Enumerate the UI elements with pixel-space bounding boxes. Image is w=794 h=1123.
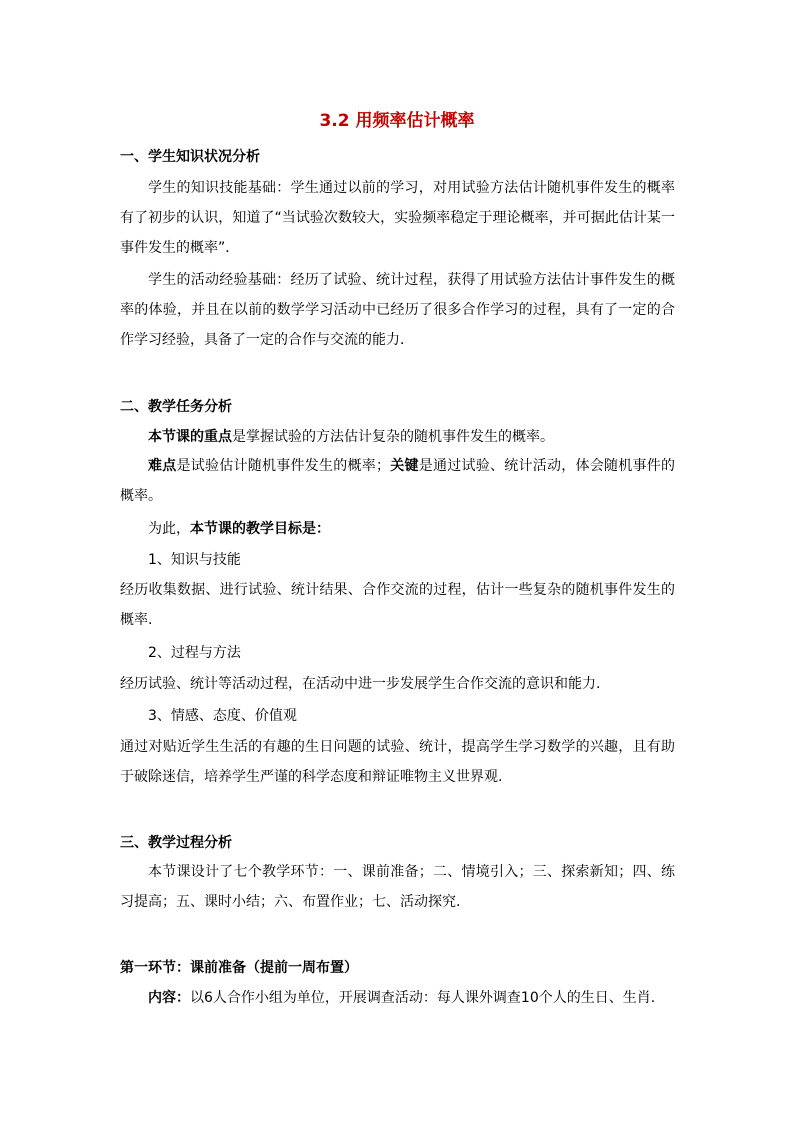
goal-2-title: 2、过程与方法 <box>148 645 241 661</box>
paragraph-knowledge-basis: 学生的知识技能基础：学生通过以前的学习，对用试验方法估计随机事件发生的概率有了初步的认识，知道了“当试验次数较大，实验频率稳定于理论概率，并可据此估计某一事件发生的概率”． <box>120 180 675 256</box>
goal-3-title: 3、情感、态度、价值观 <box>148 708 297 724</box>
goal-1-text: 经历收集数据、进行试验、统计结果、合作交流的过程，估计一些复杂的随机事件发生的概率. <box>120 582 675 628</box>
section-heading-4: 第一环节：课前准备（提前一周布置） <box>120 960 358 976</box>
key-point-text: 是掌握试验的方法估计复杂的随机事件发生的概率。 <box>232 429 554 445</box>
paragraph-key-point <box>120 422 675 452</box>
goals-intro-label: 本节课的教学目标是： <box>190 521 330 537</box>
difficulty-label: 难点 <box>148 458 177 474</box>
paragraph-activity-basis: 学生的活动经验基础：经历了试验、统计过程，获得了用试验方法估计事件发生的概率的体验，并且在以前的数学学习活动中已经历了很多合作学习的过程，具有了一定的合作学习经验，具备了一定的合作与交流的能力． <box>120 272 675 348</box>
goal-3-text: 通过对贴近学生生活的有趣的生日问题的试验、统计，提高学生学习数学的兴趣，且有助于破除迷信，培养学生严谨的科学态度和辩证唯物主义世界观. <box>120 739 675 785</box>
section-heading-2: 二、教学任务分析 <box>120 399 232 415</box>
paragraph-process: 本节课设计了七个教学环节：一、课前准备；二、情境引入；三、探索新知；四、练习提高；五、课时小结；六、布置作业；七、活动探究. <box>120 864 675 910</box>
content-label: 内容： <box>148 990 190 1006</box>
content-text: 以6人合作小组为单位，开展调查活动：每人课外调查10个人的生日、生肖. <box>190 990 656 1006</box>
document-title: 3.2 用频率估计概率 <box>319 111 475 131</box>
difficulty-text: 是试验估计随机事件发生的概率； <box>176 458 390 474</box>
paragraph-goals-intro <box>120 514 675 544</box>
key-text: 是通过试验、统计活动，体会随机事件的概率。 <box>120 458 675 504</box>
section-heading-3: 三、教学过程分析 <box>120 835 232 851</box>
goal-1-title: 1、知识与技能 <box>148 552 241 568</box>
goals-intro-prefix: 为此， <box>148 521 190 537</box>
key-label: 关键 <box>390 458 419 474</box>
key-point-label: 本节课的重点 <box>148 429 232 445</box>
goal-2-text: 经历试验、统计等活动过程，在活动中进一步发展学生合作交流的意识和能力. <box>120 676 601 692</box>
paragraph-content <box>120 983 675 1013</box>
paragraph-difficulty <box>120 451 675 511</box>
section-heading-1: 一、学生知识状况分析 <box>120 149 260 165</box>
